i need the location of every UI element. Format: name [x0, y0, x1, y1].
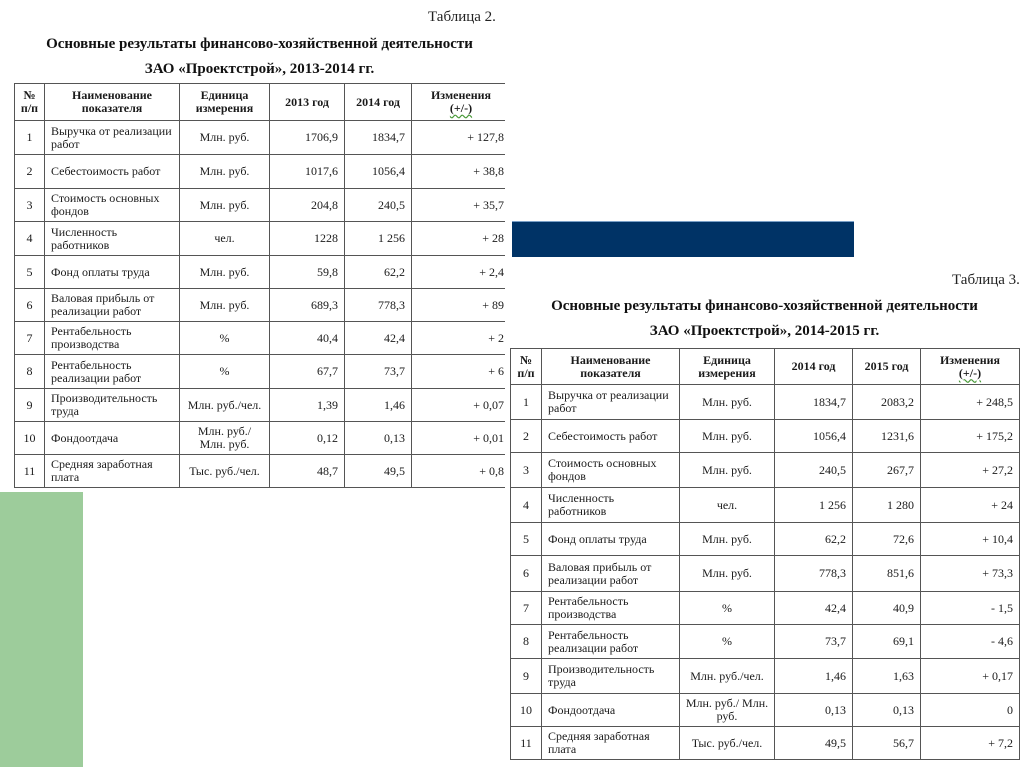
change-value: + 175,2: [921, 420, 1020, 453]
value-year1: 59,8: [270, 256, 345, 289]
indicator-name: Стоимость основных фондов: [542, 453, 680, 488]
value-year1: 204,8: [270, 189, 345, 222]
unit-of-measure: Млн. руб.: [180, 189, 270, 222]
change-value: + 10,4: [921, 523, 1020, 556]
unit-of-measure: Млн. руб.: [180, 121, 270, 155]
change-value: + 35,7: [412, 189, 506, 222]
row-number: 6: [511, 556, 542, 592]
unit-of-measure: Млн. руб./чел.: [680, 659, 775, 694]
value-year2: 1834,7: [345, 121, 412, 155]
table3-caption: Таблица 3.: [952, 272, 1020, 288]
indicator-name: Выручка от реализации работ: [45, 121, 180, 155]
table2-container: [14, 83, 505, 491]
header-year1: 2013 год: [270, 84, 345, 121]
green-decor-block: [0, 492, 83, 767]
header-num: № п/п: [511, 349, 542, 385]
unit-of-measure: %: [180, 355, 270, 389]
row-number: 10: [15, 422, 45, 455]
table3-title-line1: Основные результаты финансово-хозяйственной деятельности: [551, 298, 978, 314]
row-number: 8: [511, 625, 542, 659]
table-row: [15, 322, 506, 355]
indicator-name: Численность работников: [45, 222, 180, 256]
table-row: [511, 694, 1020, 727]
indicator-name: Фондоотдача: [542, 694, 680, 727]
row-number: 1: [511, 385, 542, 420]
indicator-name: Фонд оплаты труда: [45, 256, 180, 289]
change-value: + 0,17: [921, 659, 1020, 694]
value-year2: 49,5: [345, 455, 412, 488]
table-row: [15, 256, 506, 289]
unit-of-measure: чел.: [180, 222, 270, 256]
unit-of-measure: Млн. руб.: [680, 523, 775, 556]
change-value: 0: [921, 694, 1020, 727]
change-value: + 248,5: [921, 385, 1020, 420]
table-row: [15, 222, 506, 256]
table-row: [511, 727, 1020, 760]
change-value: - 4,6: [921, 625, 1020, 659]
value-year1: 1,39: [270, 389, 345, 422]
indicator-name: Рентабельность реализации работ: [542, 625, 680, 659]
unit-of-measure: %: [680, 592, 775, 625]
value-year2: 851,6: [853, 556, 921, 592]
indicator-name: Валовая прибыль от реализации работ: [45, 289, 180, 322]
header-year2: 2015 год: [853, 349, 921, 385]
change-value: + 6: [412, 355, 506, 389]
row-number: 5: [511, 523, 542, 556]
unit-of-measure: Млн. руб./ Млн. руб.: [180, 422, 270, 455]
row-number: 6: [15, 289, 45, 322]
row-number: 7: [15, 322, 45, 355]
change-value: - 1,5: [921, 592, 1020, 625]
table-row: [511, 592, 1020, 625]
value-year2: 69,1: [853, 625, 921, 659]
indicator-name: Фонд оплаты труда: [542, 523, 680, 556]
value-year1: 1017,6: [270, 155, 345, 189]
change-value: + 0,07: [412, 389, 506, 422]
value-year2: 0,13: [345, 422, 412, 455]
value-year1: 778,3: [775, 556, 853, 592]
value-year2: 62,2: [345, 256, 412, 289]
indicator-name: Средняя заработная плата: [45, 455, 180, 488]
row-number: 8: [15, 355, 45, 389]
row-number: 2: [511, 420, 542, 453]
indicator-name: Рентабельность реализации работ: [45, 355, 180, 389]
unit-of-measure: Млн. руб.: [180, 155, 270, 189]
value-year1: 42,4: [775, 592, 853, 625]
value-year2: 778,3: [345, 289, 412, 322]
value-year2: 2083,2: [853, 385, 921, 420]
row-number: 5: [15, 256, 45, 289]
unit-of-measure: Млн. руб.: [180, 289, 270, 322]
change-value: + 38,8: [412, 155, 506, 189]
indicator-name: Численность работников: [542, 488, 680, 523]
indicator-name: Стоимость основных фондов: [45, 189, 180, 222]
blue-decor-bar: [512, 221, 854, 257]
table2-title-line2: ЗАО «Проектстрой», 2013-2014 гг.: [144, 61, 375, 77]
table-row: [15, 155, 506, 189]
row-number: 9: [15, 389, 45, 422]
value-year1: 1056,4: [775, 420, 853, 453]
indicator-name: Себестоимость работ: [542, 420, 680, 453]
value-year2: 56,7: [853, 727, 921, 760]
value-year1: 1834,7: [775, 385, 853, 420]
indicator-name: Выручка от реализации работ: [542, 385, 680, 420]
change-value: + 2,4: [412, 256, 506, 289]
table2: [14, 83, 505, 488]
row-number: 7: [511, 592, 542, 625]
indicator-name: Производительность труда: [45, 389, 180, 422]
value-year2: 42,4: [345, 322, 412, 355]
unit-of-measure: Млн. руб.: [180, 256, 270, 289]
row-number: 3: [511, 453, 542, 488]
indicator-name: Рентабельность производства: [45, 322, 180, 355]
value-year2: 73,7: [345, 355, 412, 389]
value-year2: 267,7: [853, 453, 921, 488]
header-change: Изменения (+/-): [412, 84, 506, 121]
value-year1: 1,46: [775, 659, 853, 694]
unit-of-measure: Млн. руб.: [680, 420, 775, 453]
value-year2: 0,13: [853, 694, 921, 727]
unit-of-measure: Тыс. руб./чел.: [680, 727, 775, 760]
table-row: [15, 121, 506, 155]
header-name: Наименование показателя: [45, 84, 180, 121]
value-year2: 1,63: [853, 659, 921, 694]
unit-of-measure: Тыс. руб./чел.: [180, 455, 270, 488]
change-value: + 7,2: [921, 727, 1020, 760]
row-number: 1: [15, 121, 45, 155]
table-row: [15, 455, 506, 488]
table-row: [511, 385, 1020, 420]
value-year2: 72,6: [853, 523, 921, 556]
value-year1: 67,7: [270, 355, 345, 389]
unit-of-measure: Млн. руб.: [680, 453, 775, 488]
change-value: + 28: [412, 222, 506, 256]
table-row: [511, 625, 1020, 659]
change-value: + 27,2: [921, 453, 1020, 488]
value-year1: 0,13: [775, 694, 853, 727]
change-value: + 0,01: [412, 422, 506, 455]
value-year1: 48,7: [270, 455, 345, 488]
table-row: [15, 355, 506, 389]
change-value: + 73,3: [921, 556, 1020, 592]
table3: [510, 348, 1020, 760]
unit-of-measure: %: [680, 625, 775, 659]
value-year1: 1706,9: [270, 121, 345, 155]
row-number: 4: [15, 222, 45, 256]
header-num: № п/п: [15, 84, 45, 121]
table2-title-line1: Основные результаты финансово-хозяйственной деятельности: [46, 36, 473, 52]
table3-header-row: [511, 349, 1020, 385]
change-value: + 127,8: [412, 121, 506, 155]
value-year1: 689,3: [270, 289, 345, 322]
unit-of-measure: %: [180, 322, 270, 355]
value-year1: 1 256: [775, 488, 853, 523]
value-year1: 49,5: [775, 727, 853, 760]
value-year1: 0,12: [270, 422, 345, 455]
table-row: [511, 659, 1020, 694]
table-row: [511, 523, 1020, 556]
change-value: + 0,8: [412, 455, 506, 488]
row-number: 11: [511, 727, 542, 760]
table-row: [511, 556, 1020, 592]
value-year2: 1,46: [345, 389, 412, 422]
table2-header-row: [15, 84, 506, 121]
value-year2: 1 256: [345, 222, 412, 256]
value-year2: 1056,4: [345, 155, 412, 189]
row-number: 3: [15, 189, 45, 222]
value-year2: 240,5: [345, 189, 412, 222]
unit-of-measure: Млн. руб.: [680, 385, 775, 420]
change-value: + 89: [412, 289, 506, 322]
change-value: + 24: [921, 488, 1020, 523]
header-year2: 2014 год: [345, 84, 412, 121]
unit-of-measure: Млн. руб.: [680, 556, 775, 592]
value-year1: 1228: [270, 222, 345, 256]
value-year1: 40,4: [270, 322, 345, 355]
table-row: [15, 289, 506, 322]
header-year1: 2014 год: [775, 349, 853, 385]
header-name: Наименование показателя: [542, 349, 680, 385]
header-unit: Единица измерения: [180, 84, 270, 121]
value-year2: 40,9: [853, 592, 921, 625]
unit-of-measure: Млн. руб./ Млн. руб.: [680, 694, 775, 727]
indicator-name: Валовая прибыль от реализации работ: [542, 556, 680, 592]
header-change: Изменения (+/-): [921, 349, 1020, 385]
table-row: [511, 453, 1020, 488]
row-number: 9: [511, 659, 542, 694]
value-year2: 1 280: [853, 488, 921, 523]
table-row: [511, 420, 1020, 453]
row-number: 10: [511, 694, 542, 727]
row-number: 11: [15, 455, 45, 488]
row-number: 4: [511, 488, 542, 523]
value-year1: 240,5: [775, 453, 853, 488]
indicator-name: Средняя заработная плата: [542, 727, 680, 760]
table-row: [511, 488, 1020, 523]
value-year2: 1231,6: [853, 420, 921, 453]
unit-of-measure: Млн. руб./чел.: [180, 389, 270, 422]
table-row: [15, 389, 506, 422]
value-year1: 73,7: [775, 625, 853, 659]
indicator-name: Себестоимость работ: [45, 155, 180, 189]
table3-title-line2: ЗАО «Проектстрой», 2014-2015 гг.: [649, 323, 880, 339]
indicator-name: Рентабельность производства: [542, 592, 680, 625]
indicator-name: Фондоотдача: [45, 422, 180, 455]
unit-of-measure: чел.: [680, 488, 775, 523]
header-unit: Единица измерения: [680, 349, 775, 385]
value-year1: 62,2: [775, 523, 853, 556]
indicator-name: Производительность труда: [542, 659, 680, 694]
row-number: 2: [15, 155, 45, 189]
table2-caption: Таблица 2.: [428, 9, 496, 25]
table-row: [15, 422, 506, 455]
change-value: + 2: [412, 322, 506, 355]
table-row: [15, 189, 506, 222]
